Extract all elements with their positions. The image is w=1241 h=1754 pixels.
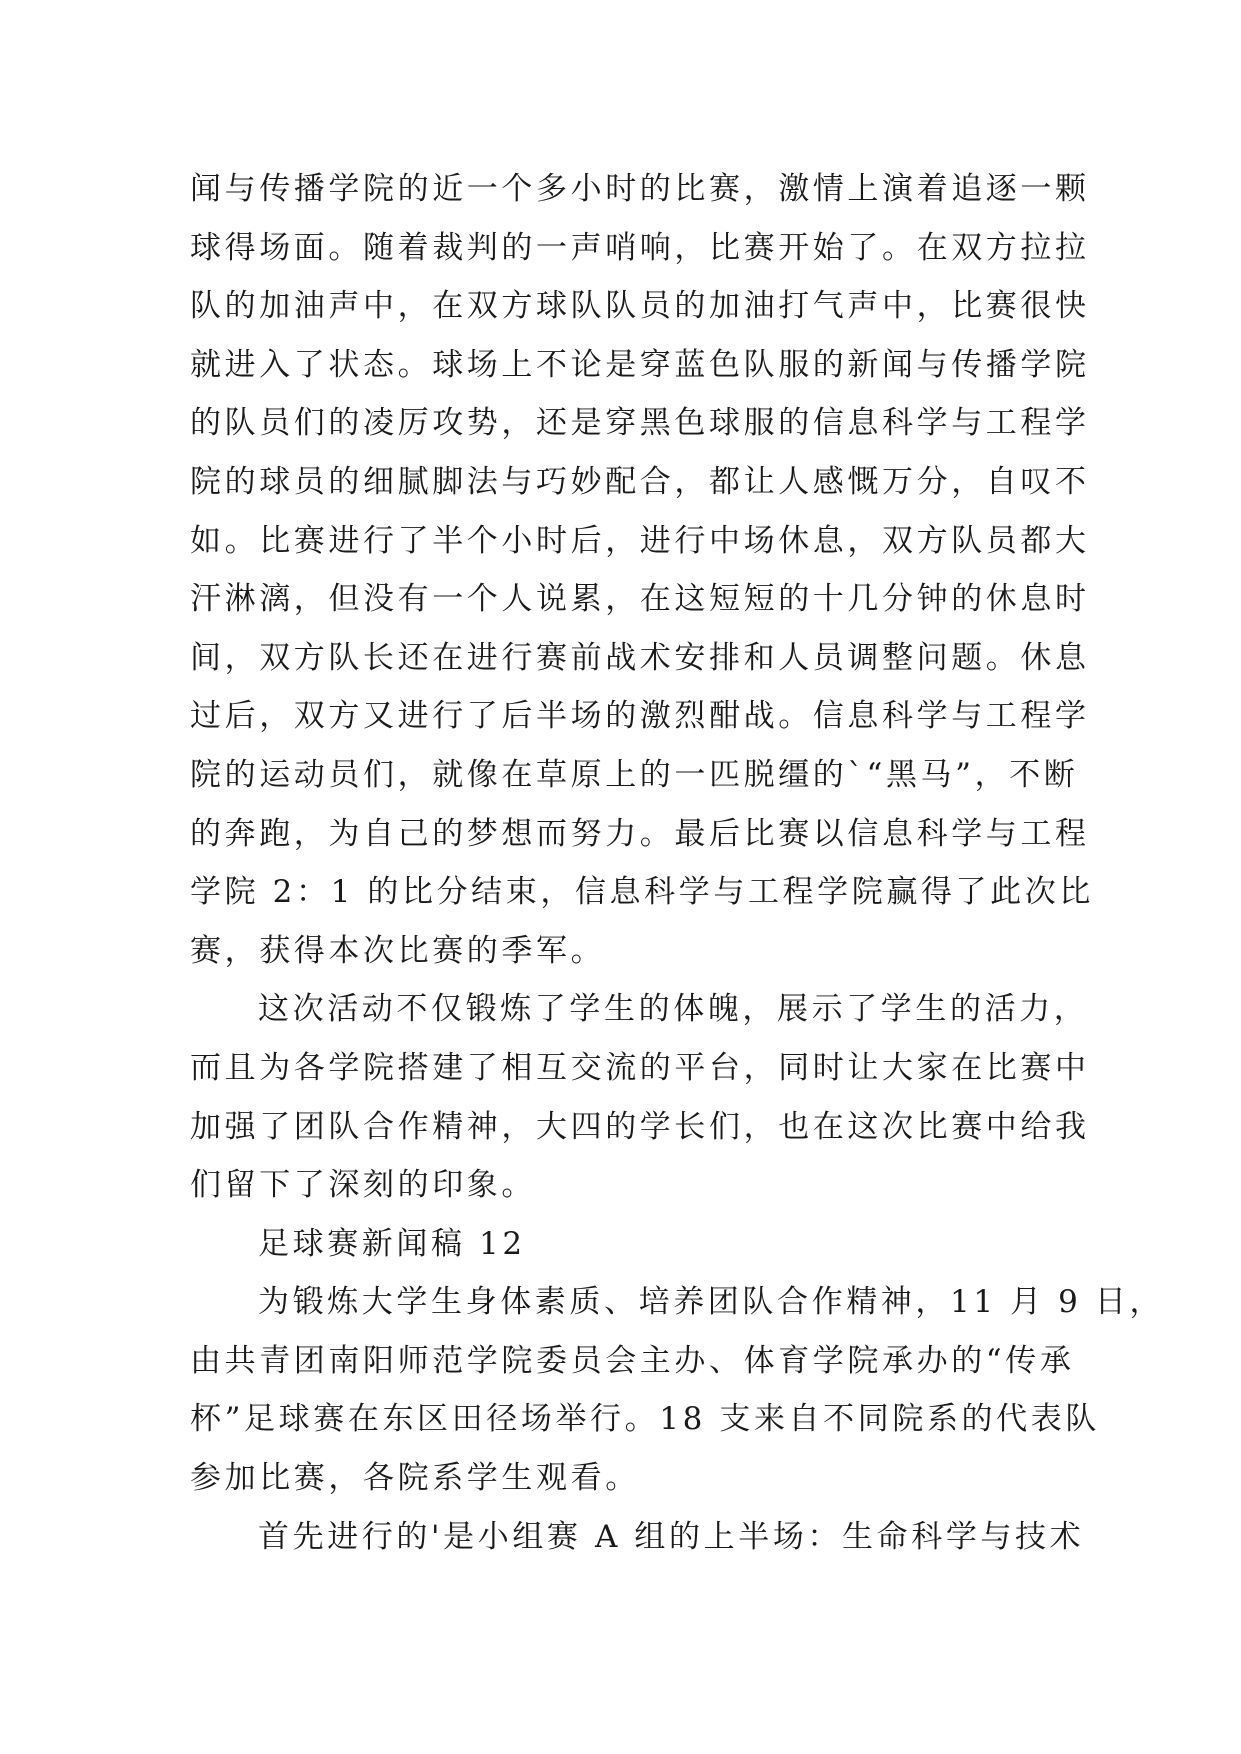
text-line: 的队员们的凌厉攻势，还是穿黑色球服的信息科学与工程学 [190,405,1090,442]
text-line: 就进入了状态。球场上不论是穿蓝色队服的新闻与传播学院 [190,346,1090,383]
text-line: 加强了团队合作精神，大四的学长们，也在这次比赛中给我 [190,1108,1090,1145]
text-line: 的奔跑，为自己的梦想而努力。最后比赛以信息科学与工程 [190,815,1090,852]
text-line: 杯”足球赛在东区田径场举行。18 支来自不同院系的代表队 [190,1401,1100,1438]
text-line: 闻与传播学院的近一个多小时的比赛，激情上演着追逐一颗 [190,171,1090,207]
text-line: 球得场面。随着裁判的一声哨响，比赛开始了。在双方拉拉 [190,229,1090,266]
text-line: 院的运动员们，就像在草原上的一匹脱缰的`“黑马”，不断 [190,756,1079,793]
text-line: 间，双方队长还在进行赛前战术安排和人员调整问题。休息 [190,639,1090,676]
paragraph-start-line: 这次活动不仅锻炼了学生的体魄，展示了学生的活力， [258,991,1089,1028]
text-line: 由共青团南阳师范学院委员会主办、体育学院承办的“传承 [190,1342,1075,1379]
text-line: 汗淋漓，但没有一个人说累，在这短短的十几分钟的休息时 [190,581,1090,618]
text-line: 如。比赛进行了半个小时后，进行中场休息，双方队员都大 [190,522,1090,559]
paragraph-start-line: 首先进行的'是小组赛 A 组的上半场：生命科学与技术 [258,1518,1085,1555]
text-line: 学院 2：1 的比分结束，信息科学与工程学院赢得了此次比 [190,874,1094,911]
text-line: 过后，双方又进行了后半场的激烈酣战。信息科学与工程学 [190,698,1090,735]
text-line: 们留下了深刻的印象。 [190,1167,536,1204]
text-line: 而且为各学院搭建了相互交流的平台，同时让大家在比赛中 [190,1049,1090,1086]
article-body [190,160,1165,1566]
text-line: 队的加油声中，在双方球队队员的加油打气声中，比赛很快 [190,288,1090,325]
paragraph-start-line: 为锻炼大学生身体素质、培养团队合作精神，11 月 9 日， [258,1284,1165,1321]
section-heading: 足球赛新闻稿 12 [258,1225,526,1262]
text-line: 赛，获得本次比赛的季军。 [190,932,606,969]
text-line: 参加比赛，各院系学生观看。 [190,1460,640,1497]
text-line: 院的球员的细腻脚法与巧妙配合，都让人感慨万分，自叹不 [190,463,1090,500]
